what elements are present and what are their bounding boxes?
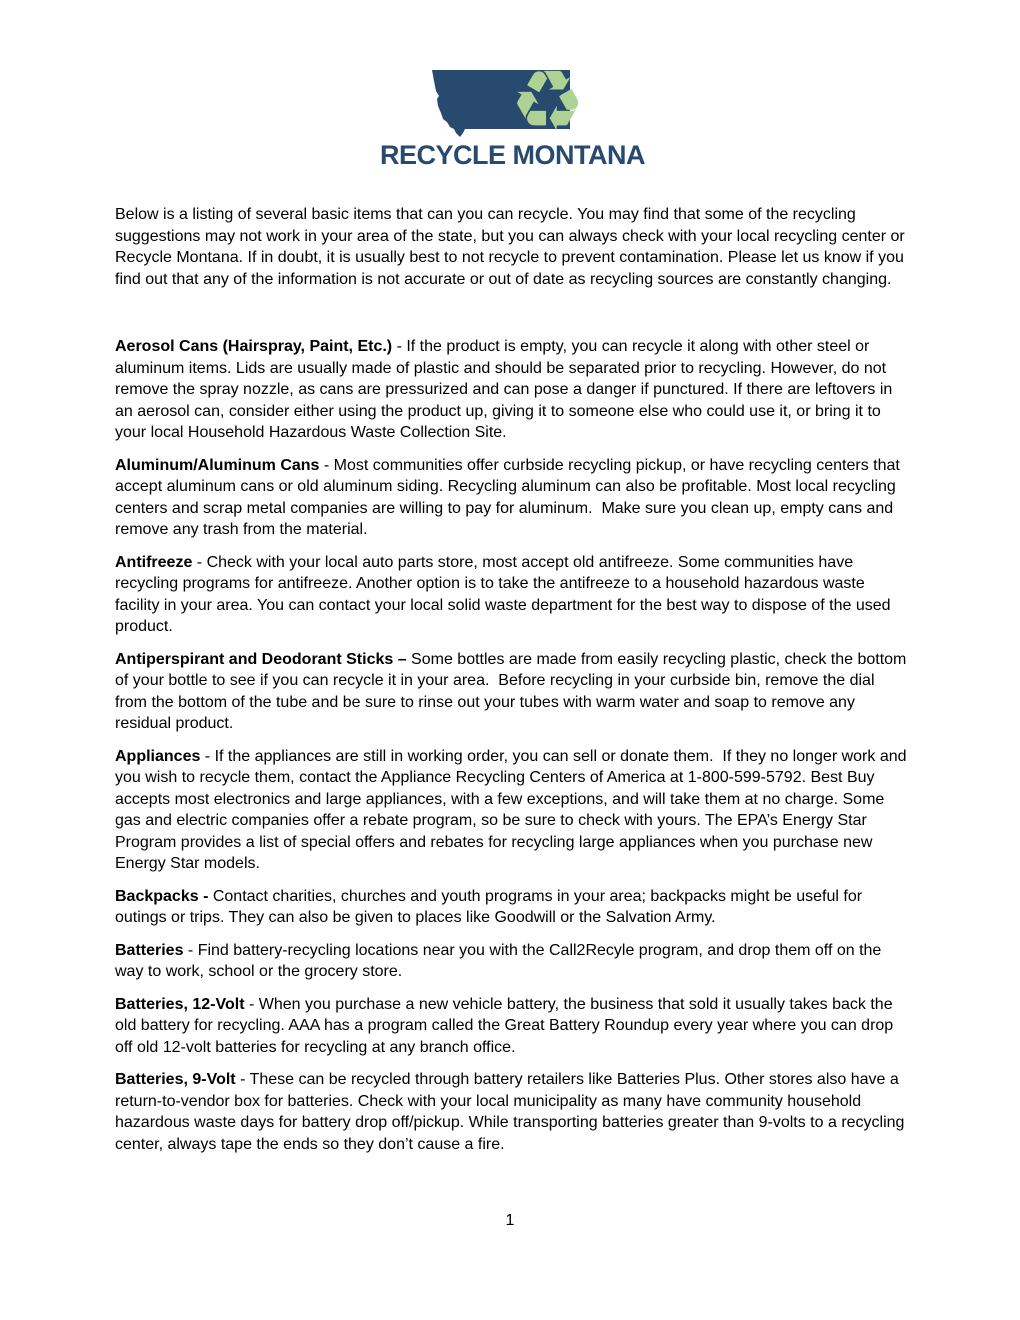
entry-term: Appliances — [115, 747, 201, 765]
entry-desc: Some bottles are made from easily recycling plastic, check the bottom of your bottle to see if you can recycle it in your area. Before recycling in your curbside bin, remove the dial from the bottom of the tube and be sure to rinse out your tubes with warm water and soap to remove any residual product. — [115, 650, 911, 732]
entry-paragraph-antiperspirant — [115, 649, 911, 735]
entry-desc: - When you purchase a new vehicle battery, the business that sold it usually takes back the old battery for recycling. AAA has a program called the Great Battery Roundup every year where you can drop off old 12-volt batteries for recycling at any branch office. — [115, 995, 898, 1056]
entry-paragraph-batteries — [115, 940, 907, 983]
entry-term: Batteries, 9-Volt — [115, 1071, 236, 1088]
entry-desc: - If the product is empty, you can recycle it along with other steel or aluminum items. Lids are usually made of plastic and should be separated prior to recycling. However, do not remove the spray nozzle, as cans are pressurized and can pose a danger if punctured. If there are leftovers in an aerosol can, consider either using the product up, giving it to someone else who could use it, or bring it to your local Household Hazardous Waste Collection Site. — [115, 338, 897, 441]
entry-paragraph-backpacks — [115, 886, 907, 929]
page-number: 1 — [505, 1212, 515, 1229]
entry-desc: - Most communities offer curbside recycling pickup, or have recycling centers that accept aluminum cans or old aluminum siding. Recycling aluminum can also be profitable. Most local recycling centers and scrap metal companies are willing to pay for aluminum. Make sure you clean up, empty cans and remove any trash from the material. — [115, 456, 905, 538]
recycle-montana-logo — [380, 52, 645, 172]
recycling-symbol-icon: ♻ — [510, 52, 586, 150]
entry-term: Batteries — [115, 941, 184, 959]
entry-term: Aluminum/Aluminum Cans — [115, 456, 320, 474]
entry-term: Batteries, 12-Volt — [115, 995, 245, 1013]
entry-term: Backpacks - — [115, 887, 209, 905]
entry-desc: - Find battery-recycling locations near you with the Call2Recyle program, and drop them off on the way to work, school or the grocery store. — [115, 941, 886, 980]
page-footer — [0, 1212, 1020, 1230]
document-body — [115, 204, 911, 1166]
entry-paragraph-antifreeze — [115, 552, 907, 638]
entry-desc: - These can be recycled through battery retailers like Batteries Plus. Other stores also have a return-to-vendor box for batteries. Check with your local municipality as many have community household hazardous waste days for battery drop off/pickup. While transporting batteries greater than 9-volts to a recycling center, always tape the ends so they don’t cause a fire. — [115, 1071, 909, 1153]
entry-paragraph-batteries-12-volt — [115, 994, 907, 1059]
intro-paragraph: Below is a listing of several basic items that can you can recycle. You may find that some of the recycling suggestions may not work in your area of the state, but you can always check with your local recycling center or Recycle Montana. If in doubt, it is usually best to not recycle to prevent contamination. Please let us know if you find out that any of the information is not accurate or out of date as recycling sources are constantly changing. — [115, 206, 910, 288]
entry-term: Antifreeze — [115, 553, 193, 571]
entry-paragraph-aluminum-cans — [115, 455, 907, 541]
entry-paragraph-aerosol-cans — [115, 336, 907, 444]
logo-title: RECYCLE MONTANA — [380, 140, 645, 170]
entry-term: Antiperspirant and Deodorant Sticks – — [115, 650, 407, 668]
entry-desc: - If the appliances are still in working order, you can sell or donate them. If they no longer work and you wish to recycle them, contact the Appliance Recycling Centers of America at 1-800-599-5792. Best Buy accepts most electronics and large appliances, with a few exceptions, and will take them at no charge. Some gas and electric companies offer a rebate program, so be sure to check with yours. The EPA’s Energy Star Program provides a list of special offers and rebates for recycling large appliances when you purchase new Energy Star models. — [115, 747, 911, 872]
entry-desc: Contact charities, churches and youth programs in your area; backpacks might be useful for outings or trips. They can also be given to places like Goodwill or the Salvation Army. — [115, 887, 867, 926]
entry-paragraph-batteries-9-volt — [115, 1069, 907, 1155]
entry-paragraph-appliances — [115, 746, 911, 875]
entry-term: Aerosol Cans (Hairspray, Paint, Etc.) — [115, 338, 393, 355]
entry-desc: - Check with your local auto parts store, most accept old antifreeze. Some communities have recycling programs for antifreeze. Another option is to take the antifreeze to a household hazardous waste facility in your area. You can contact your local solid waste department for the best way to dispose of the used product. — [115, 553, 896, 635]
